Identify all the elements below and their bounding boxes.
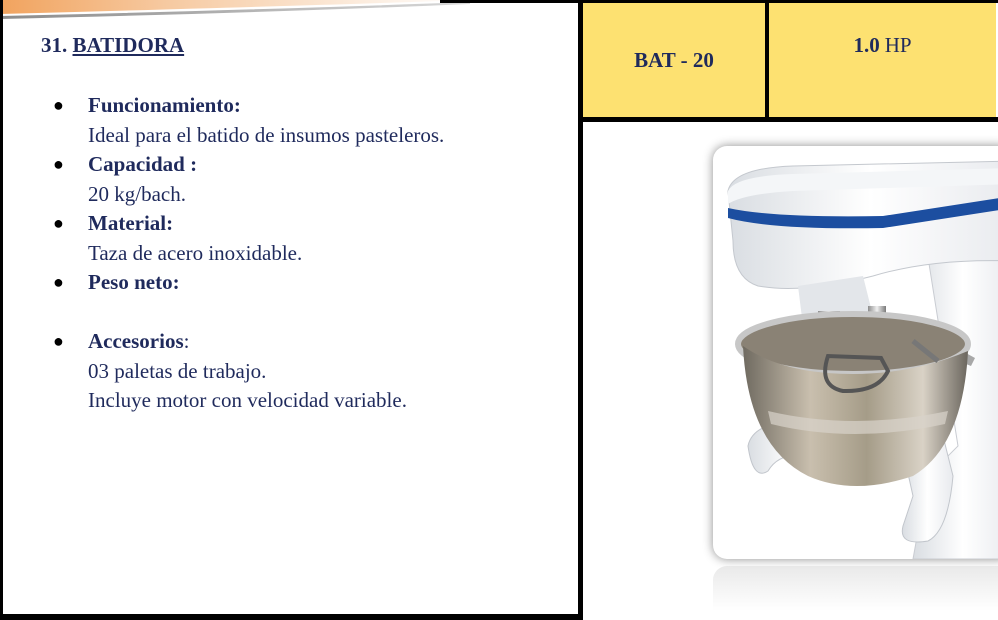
spec-label: Capacidad : [88,152,198,176]
spec-value: 03 paletas de trabajo. [88,358,267,383]
product-title [41,33,184,58]
spec-value: Taza de acero inoxidable. [88,240,303,265]
description-panel [3,3,578,614]
spec-label: Peso neto: [88,270,180,294]
bullet-icon: ● [53,331,64,351]
spec-value: 20 kg/bach. [88,181,186,206]
product-name: BATIDORA [72,33,185,57]
photo-panel [583,122,998,620]
spec-list [41,91,561,416]
spec-label: Material: [88,211,174,235]
spec-item-peso-neto [41,268,561,298]
spec-label-suffix: : [183,329,190,353]
bullet-icon: ● [53,154,64,174]
spec-item-material [41,209,561,268]
spec-item-accesorios [41,327,561,416]
photo-reflection [713,566,998,620]
model-code: BAT - 20 [634,47,714,72]
stand-mixer-image [713,146,998,559]
spec-label: Funcionamiento: [88,93,241,117]
bullet-icon: ● [53,95,64,115]
power-cell [769,3,996,117]
bullet-icon: ● [53,272,64,292]
bullet-icon: ● [53,213,64,233]
power-value: 1.0 [853,33,880,57]
spec-value: Ideal para el batido de insumos pasteleros. [88,122,445,147]
spec-item-funcionamiento [41,91,561,150]
spec-item-capacidad [41,150,561,209]
model-cell [583,3,765,117]
frame-bottom [0,614,580,620]
product-photo-frame [713,146,998,559]
spec-label: Accesorios [88,329,184,353]
spec-value-extra: Incluye motor con velocidad variable. [88,388,407,412]
power-unit: HP [884,33,912,57]
product-number: 31. [41,33,68,57]
